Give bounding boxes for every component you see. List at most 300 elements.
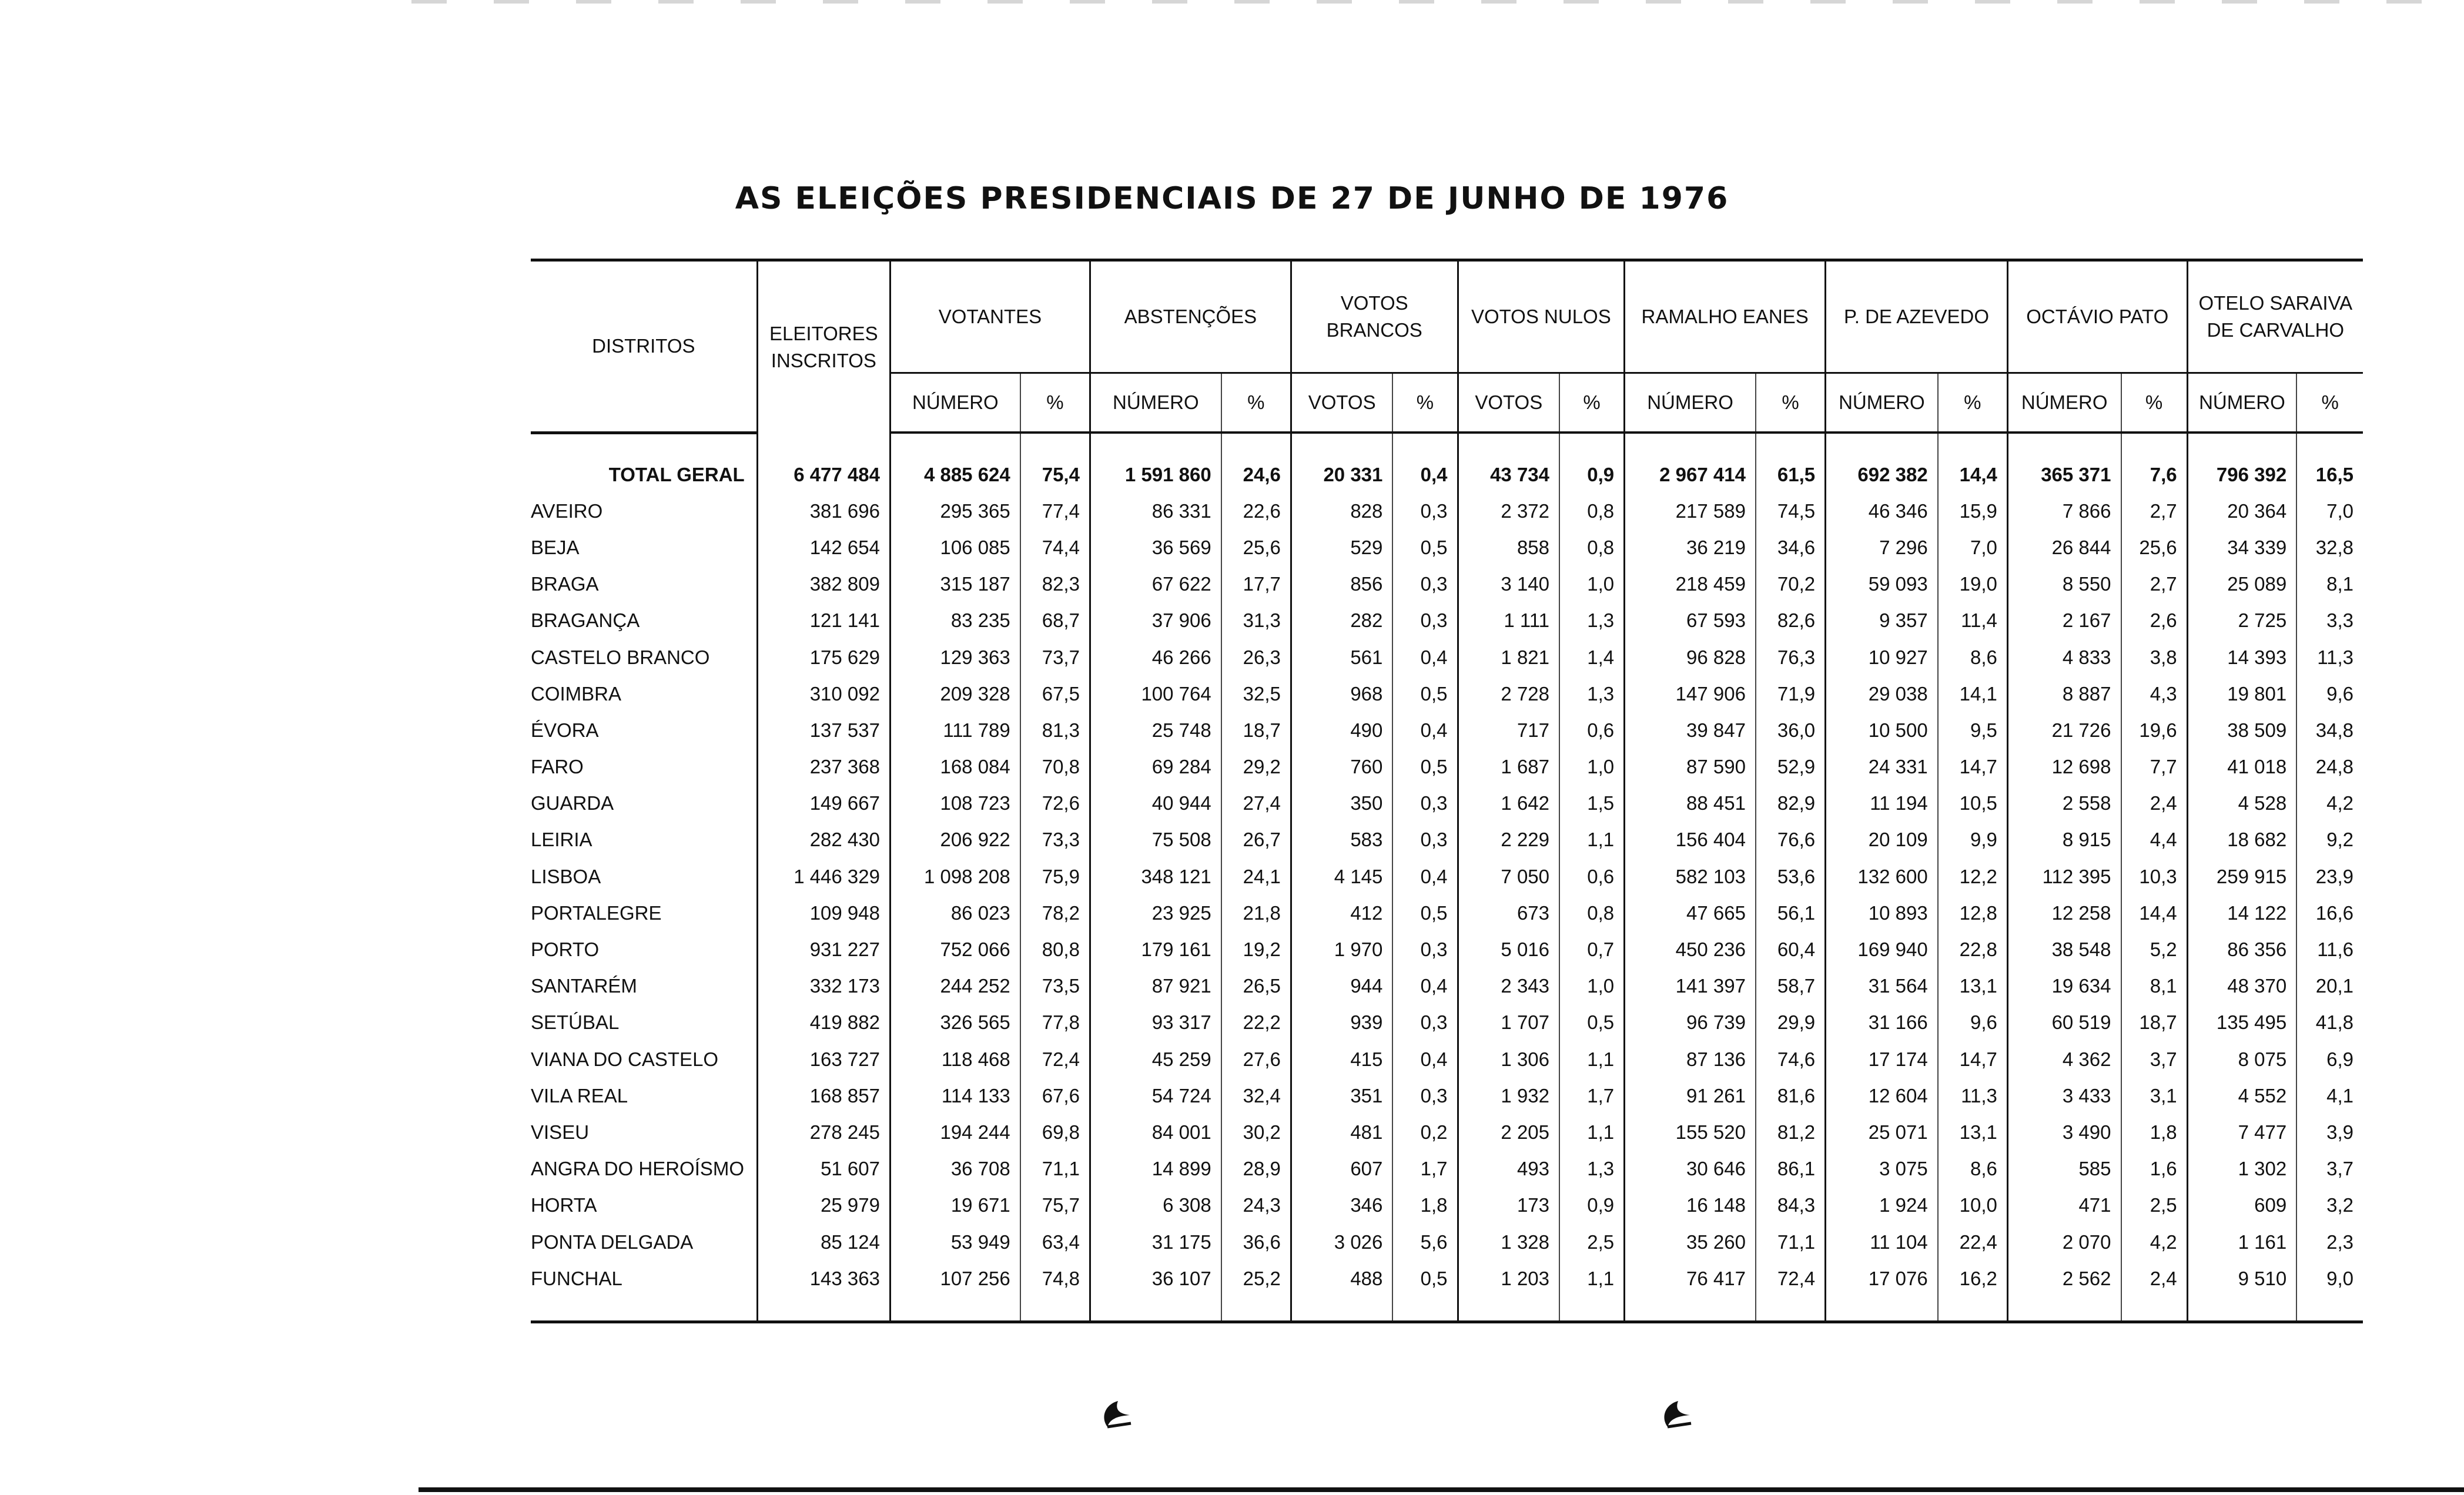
table-cell: 0,5 [1392, 676, 1458, 712]
results-table [531, 259, 2363, 1323]
table-cell: 22,4 [1938, 1224, 2008, 1260]
table-cell: 0,5 [1392, 895, 1458, 931]
table-cell: 18,7 [1221, 712, 1291, 749]
table-cell: 692 382 [1826, 457, 1938, 493]
table-cell: 77,4 [1020, 493, 1090, 529]
table-cell: 38 548 [2007, 931, 2121, 968]
table-cell: 0,4 [1392, 1041, 1458, 1078]
table-cell: 21,8 [1221, 895, 1291, 931]
table-cell: 4 145 [1291, 859, 1392, 895]
table-cell: 9,6 [2296, 676, 2363, 712]
table-cell: 73,7 [1020, 639, 1090, 675]
table-row [531, 602, 2363, 639]
district-name: PONTA DELGADA [531, 1231, 694, 1253]
table-cell: 493 [1458, 1151, 1559, 1187]
table-cell: 60,4 [1756, 931, 1826, 968]
table-cell: 278 245 [757, 1114, 890, 1151]
table-cell: 315 187 [890, 566, 1020, 602]
table-cell: 5 016 [1458, 931, 1559, 968]
table-cell: 147 906 [1625, 676, 1756, 712]
table-cell: 2 372 [1458, 493, 1559, 529]
table-cell: 9 510 [2187, 1261, 2296, 1297]
table-cell: 149 667 [757, 785, 890, 822]
table-cell: 2 205 [1458, 1114, 1559, 1151]
table-cell: 8,1 [2121, 968, 2188, 1004]
table-cell: 1,1 [1559, 1114, 1625, 1151]
table-row [531, 676, 2363, 712]
table-cell: 27,4 [1221, 785, 1291, 822]
table-cell: 4,2 [2121, 1224, 2188, 1260]
table-row [531, 529, 2363, 566]
table-cell: 53,6 [1756, 859, 1826, 895]
table-cell: 17 076 [1826, 1261, 1938, 1297]
subheader-pct: % [1221, 373, 1291, 433]
table-cell: 106 085 [890, 529, 1020, 566]
table-cell: 36,0 [1756, 712, 1826, 749]
table-cell: 16 148 [1625, 1187, 1756, 1224]
table-cell: 295 365 [890, 493, 1020, 529]
table-cell: 76,6 [1756, 822, 1826, 858]
spacer-row [531, 433, 2363, 457]
district-name: PORTO [531, 938, 600, 961]
district-name: LEIRIA [531, 829, 592, 851]
table-cell: 1 642 [1458, 785, 1559, 822]
table-cell: 282 430 [757, 822, 890, 858]
header-eleitores-inscritos: ELEITORES INSCRITOS [757, 260, 890, 433]
table-row [531, 1078, 2363, 1114]
table-cell: 87 921 [1090, 968, 1221, 1004]
table-cell: 0,3 [1392, 931, 1458, 968]
table-cell: 74,6 [1756, 1041, 1826, 1078]
table-cell: 14,7 [1938, 1041, 2008, 1078]
table-cell: 3,8 [2121, 639, 2188, 675]
table-cell: 6,9 [2296, 1041, 2363, 1078]
table-cell: 19 634 [2007, 968, 2121, 1004]
table-cell: 51 607 [757, 1151, 890, 1187]
table-cell: 760 [1291, 749, 1392, 785]
table-cell: 32,8 [2296, 529, 2363, 566]
table-cell: 237 368 [757, 749, 890, 785]
table-cell: 9,2 [2296, 822, 2363, 858]
table-cell: 0,4 [1392, 859, 1458, 895]
table-cell: 25 979 [757, 1187, 890, 1224]
table-cell: 1,1 [1559, 1041, 1625, 1078]
table-cell: 75,7 [1020, 1187, 1090, 1224]
table-cell: 346 [1291, 1187, 1392, 1224]
table-cell: 26,3 [1221, 639, 1291, 675]
district-name: PORTALEGRE [531, 901, 662, 924]
table-cell: 137 537 [757, 712, 890, 749]
district-name: LISBOA [531, 865, 601, 887]
table-cell: 81,2 [1756, 1114, 1826, 1151]
table-cell: 74,8 [1020, 1261, 1090, 1297]
table-cell: 10 893 [1826, 895, 1938, 931]
table-cell: 8 075 [2187, 1041, 2296, 1078]
table-cell: 173 [1458, 1187, 1559, 1224]
table-cell: 0,3 [1392, 1078, 1458, 1114]
header-p-de-azevedo: P. DE AZEVEDO [1826, 260, 2008, 373]
table-cell: 10,3 [2121, 859, 2188, 895]
table-row [531, 822, 2363, 858]
table-row [531, 1224, 2363, 1260]
subheader-votos: VOTOS [1458, 373, 1559, 433]
table-cell: 73,5 [1020, 968, 1090, 1004]
table-cell: 24,8 [2296, 749, 2363, 785]
table-cell: 2,5 [1559, 1224, 1625, 1260]
table-cell: 32,5 [1221, 676, 1291, 712]
district-name: ANGRA DO HEROÍSMO [531, 1158, 745, 1180]
table-cell: 36,6 [1221, 1224, 1291, 1260]
table-row [531, 493, 2363, 529]
table-cell: 419 882 [757, 1004, 890, 1041]
table-cell: 8,1 [2296, 566, 2363, 602]
table-cell: 19 801 [2187, 676, 2296, 712]
table-cell: 350 [1291, 785, 1392, 822]
table-cell: 4,2 [2296, 785, 2363, 822]
subheader-numero: NÚMERO [1090, 373, 1221, 433]
table-cell: 108 723 [890, 785, 1020, 822]
table-row [531, 1151, 2363, 1187]
table-cell: 72,6 [1020, 785, 1090, 822]
table-cell: 752 066 [890, 931, 1020, 968]
table-cell: 74,4 [1020, 529, 1090, 566]
table-cell: 2,7 [2121, 566, 2188, 602]
table-cell: 7 296 [1826, 529, 1938, 566]
table-cell: 0,8 [1559, 529, 1625, 566]
table-cell: 3 075 [1826, 1151, 1938, 1187]
table-cell: 28,9 [1221, 1151, 1291, 1187]
header-ramalho-eanes: RAMALHO EANES [1625, 260, 1826, 373]
district-name: CASTELO BRANCO [531, 646, 710, 668]
table-cell: 7 050 [1458, 859, 1559, 895]
table-cell: 35 260 [1625, 1224, 1756, 1260]
table-cell: 14,7 [1938, 749, 2008, 785]
table-cell: 175 629 [757, 639, 890, 675]
table-cell: 19,0 [1938, 566, 2008, 602]
header-octavio-pato: OCTÁVIO PATO [2007, 260, 2187, 373]
table-cell: 19,6 [2121, 712, 2188, 749]
table-cell: 471 [2007, 1187, 2121, 1224]
header-distritos: DISTRITOS [531, 260, 757, 433]
table-cell: 9,6 [1938, 1004, 2008, 1041]
table-row [531, 1114, 2363, 1151]
table-cell: 0,6 [1559, 859, 1625, 895]
table-cell: 71,9 [1756, 676, 1826, 712]
table-cell: 218 459 [1625, 566, 1756, 602]
table-cell: 96 739 [1625, 1004, 1756, 1041]
table-cell: 81,3 [1020, 712, 1090, 749]
table-cell: 4,4 [2121, 822, 2188, 858]
table-cell: 582 103 [1625, 859, 1756, 895]
table-cell: 10,5 [1938, 785, 2008, 822]
table-cell: 10 927 [1826, 639, 1938, 675]
table-cell: 69,8 [1020, 1114, 1090, 1151]
table-cell: 32,4 [1221, 1078, 1291, 1114]
table-cell: 11,6 [2296, 931, 2363, 968]
table-cell: 0,3 [1392, 822, 1458, 858]
table-cell: 88 451 [1625, 785, 1756, 822]
table-cell: 0,2 [1392, 1114, 1458, 1151]
table-cell: 12 698 [2007, 749, 2121, 785]
table-cell: 71,1 [1020, 1151, 1090, 1187]
table-cell: 259 915 [2187, 859, 2296, 895]
table-cell: 60 519 [2007, 1004, 2121, 1041]
district-name: VILA REAL [531, 1084, 628, 1107]
table-cell: 5,2 [2121, 931, 2188, 968]
table-cell: 18,7 [2121, 1004, 2188, 1041]
district-name: VIANA DO CASTELO [531, 1048, 719, 1070]
table-cell: 24,6 [1221, 457, 1291, 493]
table-cell: 1,7 [1392, 1151, 1458, 1187]
table-cell: 141 397 [1625, 968, 1756, 1004]
table-cell: 14,4 [2121, 895, 2188, 931]
table-cell: 4 528 [2187, 785, 2296, 822]
table-cell: 310 092 [757, 676, 890, 712]
table-cell: 8 915 [2007, 822, 2121, 858]
table-cell: 8 550 [2007, 566, 2121, 602]
table-cell: 1,3 [1559, 1151, 1625, 1187]
table-cell: 46 346 [1826, 493, 1938, 529]
table-cell: 0,5 [1559, 1004, 1625, 1041]
table-cell: 1,3 [1559, 602, 1625, 639]
table-cell: 4,1 [2296, 1078, 2363, 1114]
table-cell: 20 364 [2187, 493, 2296, 529]
table-cell: 1 821 [1458, 639, 1559, 675]
table-cell: 7,0 [1938, 529, 2008, 566]
district-name: FUNCHAL [531, 1267, 622, 1289]
table-cell: 585 [2007, 1151, 2121, 1187]
table-cell: 1 306 [1458, 1041, 1559, 1078]
table-cell: 1,8 [1392, 1187, 1458, 1224]
table-cell: 1,6 [2121, 1151, 2188, 1187]
table-cell: 31 564 [1826, 968, 1938, 1004]
table-cell: 11,4 [1938, 602, 2008, 639]
table-cell: 1 203 [1458, 1261, 1559, 1297]
table-body [531, 433, 2363, 1297]
table-cell: 67,6 [1020, 1078, 1090, 1114]
table-cell: 7 866 [2007, 493, 2121, 529]
table-cell: 0,3 [1392, 493, 1458, 529]
table-cell: 84,3 [1756, 1187, 1826, 1224]
table-cell: 1,1 [1559, 822, 1625, 858]
table-cell: 77,8 [1020, 1004, 1090, 1041]
table-cell: 84 001 [1090, 1114, 1221, 1151]
table-cell: 86 023 [890, 895, 1020, 931]
table-cell: 1,1 [1559, 1261, 1625, 1297]
table-cell: 48 370 [2187, 968, 2296, 1004]
table-cell: 0,9 [1559, 457, 1625, 493]
table-cell: 0,9 [1559, 1187, 1625, 1224]
table-cell: 3 490 [2007, 1114, 2121, 1151]
scan-edge-top [411, 0, 2464, 4]
table-cell: 27,6 [1221, 1041, 1291, 1078]
table-cell: 67 622 [1090, 566, 1221, 602]
table-cell: 76 417 [1625, 1261, 1756, 1297]
table-cell: 23 925 [1090, 895, 1221, 931]
table-cell: 3 433 [2007, 1078, 2121, 1114]
table-cell: 85 124 [757, 1224, 890, 1260]
table-cell: 107 256 [890, 1261, 1020, 1297]
table-cell: 82,9 [1756, 785, 1826, 822]
table-cell: 3,2 [2296, 1187, 2363, 1224]
table-cell: 1,3 [1559, 676, 1625, 712]
table-cell: 858 [1458, 529, 1559, 566]
table-cell: 17,7 [1221, 566, 1291, 602]
table-cell: 8 887 [2007, 676, 2121, 712]
table-cell: 70,8 [1020, 749, 1090, 785]
table-cell: 71,1 [1756, 1224, 1826, 1260]
table-cell: 52,9 [1756, 749, 1826, 785]
table-cell: 1,0 [1559, 566, 1625, 602]
table-cell: 81,6 [1756, 1078, 1826, 1114]
district-name: BRAGA [531, 573, 599, 595]
subheader-pct: % [2121, 373, 2188, 433]
table-cell: 14,1 [1938, 676, 2008, 712]
district-name: AVEIRO [531, 500, 603, 522]
table-cell: 2 167 [2007, 602, 2121, 639]
table-row [531, 1261, 2363, 1297]
table-row [531, 1041, 2363, 1078]
table-cell: 82,3 [1020, 566, 1090, 602]
table-cell: 34 339 [2187, 529, 2296, 566]
district-name: BEJA [531, 536, 580, 558]
table-cell: 156 404 [1625, 822, 1756, 858]
table-cell: 36 107 [1090, 1261, 1221, 1297]
subheader-numero: NÚMERO [2007, 373, 2121, 433]
table-cell: 12,2 [1938, 859, 2008, 895]
district-name: COIMBRA [531, 682, 622, 705]
table-cell: 217 589 [1625, 493, 1756, 529]
table-cell: 82,6 [1756, 602, 1826, 639]
table-cell: 36 219 [1625, 529, 1756, 566]
header-abstencoes: ABSTENÇÕES [1090, 260, 1291, 373]
table-cell: 2 070 [2007, 1224, 2121, 1260]
table-cell: 415 [1291, 1041, 1392, 1078]
table-cell: 14 899 [1090, 1151, 1221, 1187]
table-cell: 282 [1291, 602, 1392, 639]
table-cell: 1,4 [1559, 639, 1625, 675]
table-cell: 143 363 [757, 1261, 890, 1297]
table-cell: 1 161 [2187, 1224, 2296, 1260]
table-cell: 0,4 [1392, 712, 1458, 749]
table-cell: 1 970 [1291, 931, 1392, 968]
table-cell: 8,6 [1938, 639, 2008, 675]
table-cell: 23,9 [2296, 859, 2363, 895]
table-cell: 1,0 [1559, 749, 1625, 785]
table-cell: 135 495 [2187, 1004, 2296, 1041]
table-cell: 2 967 414 [1625, 457, 1756, 493]
table-cell: 75,9 [1020, 859, 1090, 895]
table-cell: 29,9 [1756, 1004, 1826, 1041]
table-cell: 381 696 [757, 493, 890, 529]
table-cell: 37 906 [1090, 602, 1221, 639]
table-cell: 1 111 [1458, 602, 1559, 639]
table-cell: 72,4 [1020, 1041, 1090, 1078]
table-cell: 20 109 [1826, 822, 1938, 858]
district-name: ÉVORA [531, 719, 599, 741]
table-cell: 70,2 [1756, 566, 1826, 602]
subheader-numero: NÚMERO [890, 373, 1020, 433]
table-cell: 2,3 [2296, 1224, 2363, 1260]
table-cell: 11 104 [1826, 1224, 1938, 1260]
table-cell: 25 071 [1826, 1114, 1938, 1151]
table-cell: 26 844 [2007, 529, 2121, 566]
table-cell: 47 665 [1625, 895, 1756, 931]
table-cell: 0,3 [1392, 785, 1458, 822]
table-cell: 41 018 [2187, 749, 2296, 785]
table-cell: 34,6 [1756, 529, 1826, 566]
table-cell: 9,9 [1938, 822, 2008, 858]
table-cell: 91 261 [1625, 1078, 1756, 1114]
table-cell: 4,3 [2121, 676, 2188, 712]
ornament-mark-icon [1655, 1397, 1696, 1433]
table-cell: 168 857 [757, 1078, 890, 1114]
table-cell: 0,3 [1392, 1004, 1458, 1041]
table-cell: 16,6 [2296, 895, 2363, 931]
table-cell: 944 [1291, 968, 1392, 1004]
table-cell: 2 725 [2187, 602, 2296, 639]
table-cell: 0,8 [1559, 895, 1625, 931]
header-otelo-saraiva: OTELO SARAIVA DE CARVALHO [2187, 260, 2363, 373]
table-cell: 169 940 [1826, 931, 1938, 968]
table-cell: 39 847 [1625, 712, 1756, 749]
table-cell: 1 098 208 [890, 859, 1020, 895]
subheader-pct: % [1756, 373, 1826, 433]
ornament-mark-icon [1094, 1397, 1136, 1433]
table-cell: 87 590 [1625, 749, 1756, 785]
table-cell: 4 362 [2007, 1041, 2121, 1078]
table-cell: 45 259 [1090, 1041, 1221, 1078]
table-cell: 0,4 [1392, 457, 1458, 493]
table-cell: 25,6 [1221, 529, 1291, 566]
table-cell: 11,3 [1938, 1078, 2008, 1114]
table-cell: 1 707 [1458, 1004, 1559, 1041]
table-cell: 75,4 [1020, 457, 1090, 493]
table-cell: 179 161 [1090, 931, 1221, 968]
table-cell: 29,2 [1221, 749, 1291, 785]
table-cell: 351 [1291, 1078, 1392, 1114]
table-footer-row [531, 1297, 2363, 1322]
table-cell: 488 [1291, 1261, 1392, 1297]
subheader-pct: % [1938, 373, 2008, 433]
table-cell: 1 446 329 [757, 859, 890, 895]
table-cell: 24,3 [1221, 1187, 1291, 1224]
table-cell: 206 922 [890, 822, 1020, 858]
table-cell: 412 [1291, 895, 1392, 931]
table-cell: 5,6 [1392, 1224, 1458, 1260]
table-cell: 0,3 [1392, 566, 1458, 602]
table-cell: 607 [1291, 1151, 1392, 1187]
table-cell: 72,4 [1756, 1261, 1826, 1297]
table-cell: 18 682 [2187, 822, 2296, 858]
table-cell: 209 328 [890, 676, 1020, 712]
table-row [531, 1187, 2363, 1224]
table-cell: 100 764 [1090, 676, 1221, 712]
table-cell: 73,3 [1020, 822, 1090, 858]
table-cell: 25 748 [1090, 712, 1221, 749]
table-cell: 46 266 [1090, 639, 1221, 675]
table-cell: 673 [1458, 895, 1559, 931]
subheader-pct: % [1392, 373, 1458, 433]
table-cell: 61,5 [1756, 457, 1826, 493]
total-row [531, 457, 2363, 493]
table-cell: 828 [1291, 493, 1392, 529]
table-cell: 22,8 [1938, 931, 2008, 968]
table-cell: 12 604 [1826, 1078, 1938, 1114]
table-cell: 1,5 [1559, 785, 1625, 822]
table-cell: 20 331 [1291, 457, 1392, 493]
table-cell: 1 302 [2187, 1151, 2296, 1187]
